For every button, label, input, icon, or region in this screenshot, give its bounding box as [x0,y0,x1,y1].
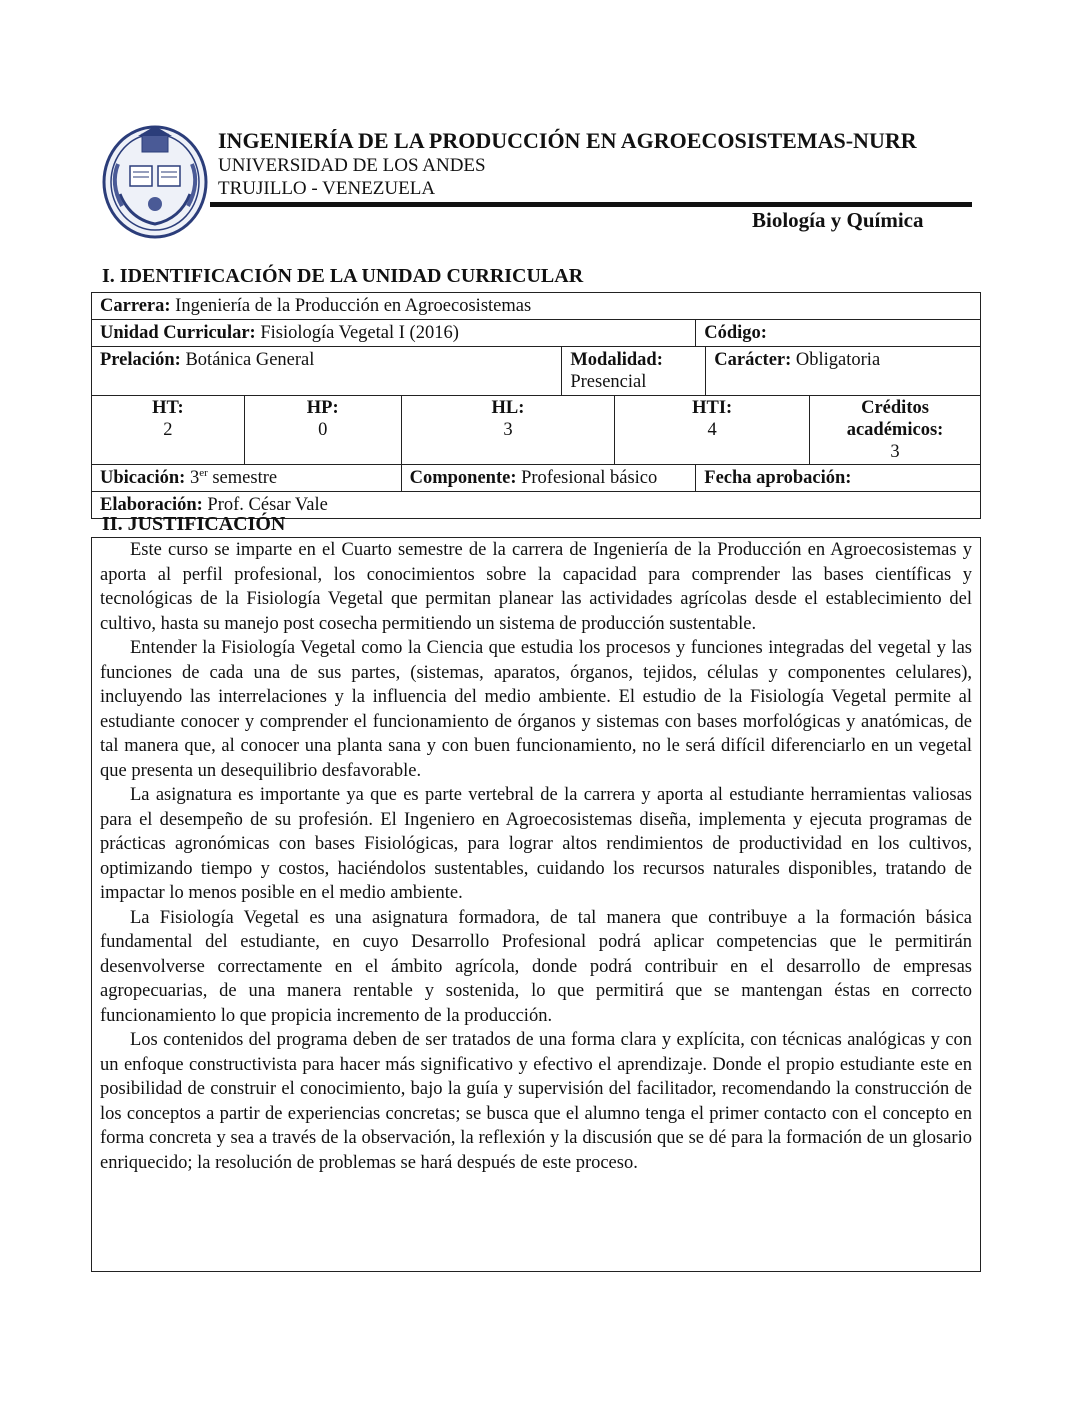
ubicacion-num: 3 [189,468,200,488]
university-name: UNIVERSIDAD DE LOS ANDES [218,155,486,176]
elaboracion-value: Prof. César Vale [207,495,328,515]
componente-value: Profesional básico [521,468,658,488]
creditos-label: Créditos académicos: [846,398,944,440]
paragraph: Los contenidos del programa deben de ser tratados de una forma clara y explícita, con técnicas analógicas y con un enfoque constructivista para hacer más significativo y efectivo el aprendizaje. Donde el propio estudiante este en posibilidad de construir el conocimiento, bajo la guía y supervisión del facilitador, recomendando la construcción de los conceptos a partir de experiencias concretas; se busca que el alumno tenga el primer contacto con el concepto en forma concreta y sea a través de la observación, la reflexión y la discusión que se dé para la formación de un glosario enriquecido; la resolución de problemas se hará después de este proceso. [100,1030,972,1173]
hp-label: HP: [306,398,339,418]
table-row [92,465,981,492]
unidad-label: Unidad Curricular: [100,323,256,343]
codigo-label: Código: [704,323,767,343]
ht-label: HT: [152,398,184,418]
ubicacion-label: Ubicación: [100,468,186,488]
program-title: INGENIERÍA DE LA PRODUCCIÓN EN AGROECOSISTEMAS-NURR [218,128,917,153]
department-name: Biología y Química [752,208,924,232]
hp-value: 0 [318,420,328,440]
hl-value: 3 [503,420,513,440]
document-header [100,124,980,244]
paragraph: La Fisiología Vegetal es una asignatura formadora, de tal manera que contribuye a la formación básica fundamental del estudiante, en cuyo Desarrollo Profesional podrá aplicar competencias que le permitirán desenvolverse correctamente en el ámbito agrícola, donde podrá contribuir en el desarrollo de empresas agropecuarias, de una manera rentable y sostenida, lo que permitirá que se mantengan éstas en correcto funcionamiento lo que propicia incremento de la producción. [100,907,972,1026]
ht-value: 2 [163,420,173,440]
fecha-label: Fecha aprobación: [704,468,852,488]
modalidad-label: Modalidad: [570,350,663,370]
hti-value: 4 [707,420,717,440]
prelacion-value: Botánica General [185,350,315,370]
modalidad-value: Presencial [570,372,647,392]
university-seal-icon [100,124,210,239]
identification-table [91,292,981,519]
location: TRUJILLO - VENEZUELA [218,178,436,199]
section-1-title: I. IDENTIFICACIÓN DE LA UNIDAD CURRICULAR [102,265,584,287]
caracter-value: Obligatoria [795,350,881,370]
prelacion-label: Prelación: [100,350,181,370]
componente-label: Componente: [409,468,517,488]
paragraph: La asignatura es importante ya que es parte vertebral de la carrera y aporta al estudiante herramientas valiosas para el desempeño de su profesión. El Ingeniero en Agroecosistemas diseña, implementa y ejecuta programas de prácticas agronómicas con bases Fisiológicas, para lograr altos rendimientos de productividad en los cultivos, optimizando tiempo y costos, haciéndolos sustentables, cuidando los recursos naturales disponibles, tratando de impactar lo menos posible en el medio ambiente. [100,785,972,903]
carrera-label: Carrera: [100,296,171,316]
section-2-title: II. JUSTIFICACIÓN [102,513,286,535]
table-row [92,347,981,396]
unidad-value: Fisiología Vegetal I (2016) [260,323,459,343]
ubicacion-sup: er [199,467,208,479]
table-row [92,320,981,347]
creditos-value: 3 [890,442,900,462]
ubicacion-rest: semestre [212,468,278,488]
table-row [92,396,981,465]
justification-box [91,537,981,1272]
hl-label: HL: [491,398,525,418]
carrera-value: Ingeniería de la Producción en Agroecosistemas [175,296,532,316]
table-row [92,293,981,320]
caracter-label: Carácter: [714,350,792,370]
paragraph: Este curso se imparte en el Cuarto semestre de la carrera de Ingeniería de la Producción en Agroecosistemas y aporta al perfil profesional, los conocimientos sobre la capacidad para comprender las bases científicas y tecnológicas de la Fisiología Vegetal que permitan planear las actividades agrícolas desde el establecimiento del cultivo, hasta su manejo post cosecha permitiendo un sistema de producción sustentable. [100,540,972,634]
hti-label: HTI: [692,398,733,418]
paragraph: Entender la Fisiología Vegetal como la Ciencia que estudia los procesos y funciones integradas del vegetal y las funciones de cada una de sus partes, (sistemas, aparatos, órganos, tejidos, células y componentes celulares), incluyendo las interrelaciones y la influencia del medio ambiente. El estudio de la Fisiología Vegetal permite al estudiante conocer y comprender el funcionamiento de órganos y sistemas con bases morfológicas y anatómicas, de tal manera que, al conocer una planta sana y con buen funcionamiento, no le será difícil diferenciarlo en un vegetal que presenta un desequilibrio desfavorable. [100,638,972,781]
header-rule [210,202,972,207]
elaboracion-label: Elaboración: [100,495,203,515]
